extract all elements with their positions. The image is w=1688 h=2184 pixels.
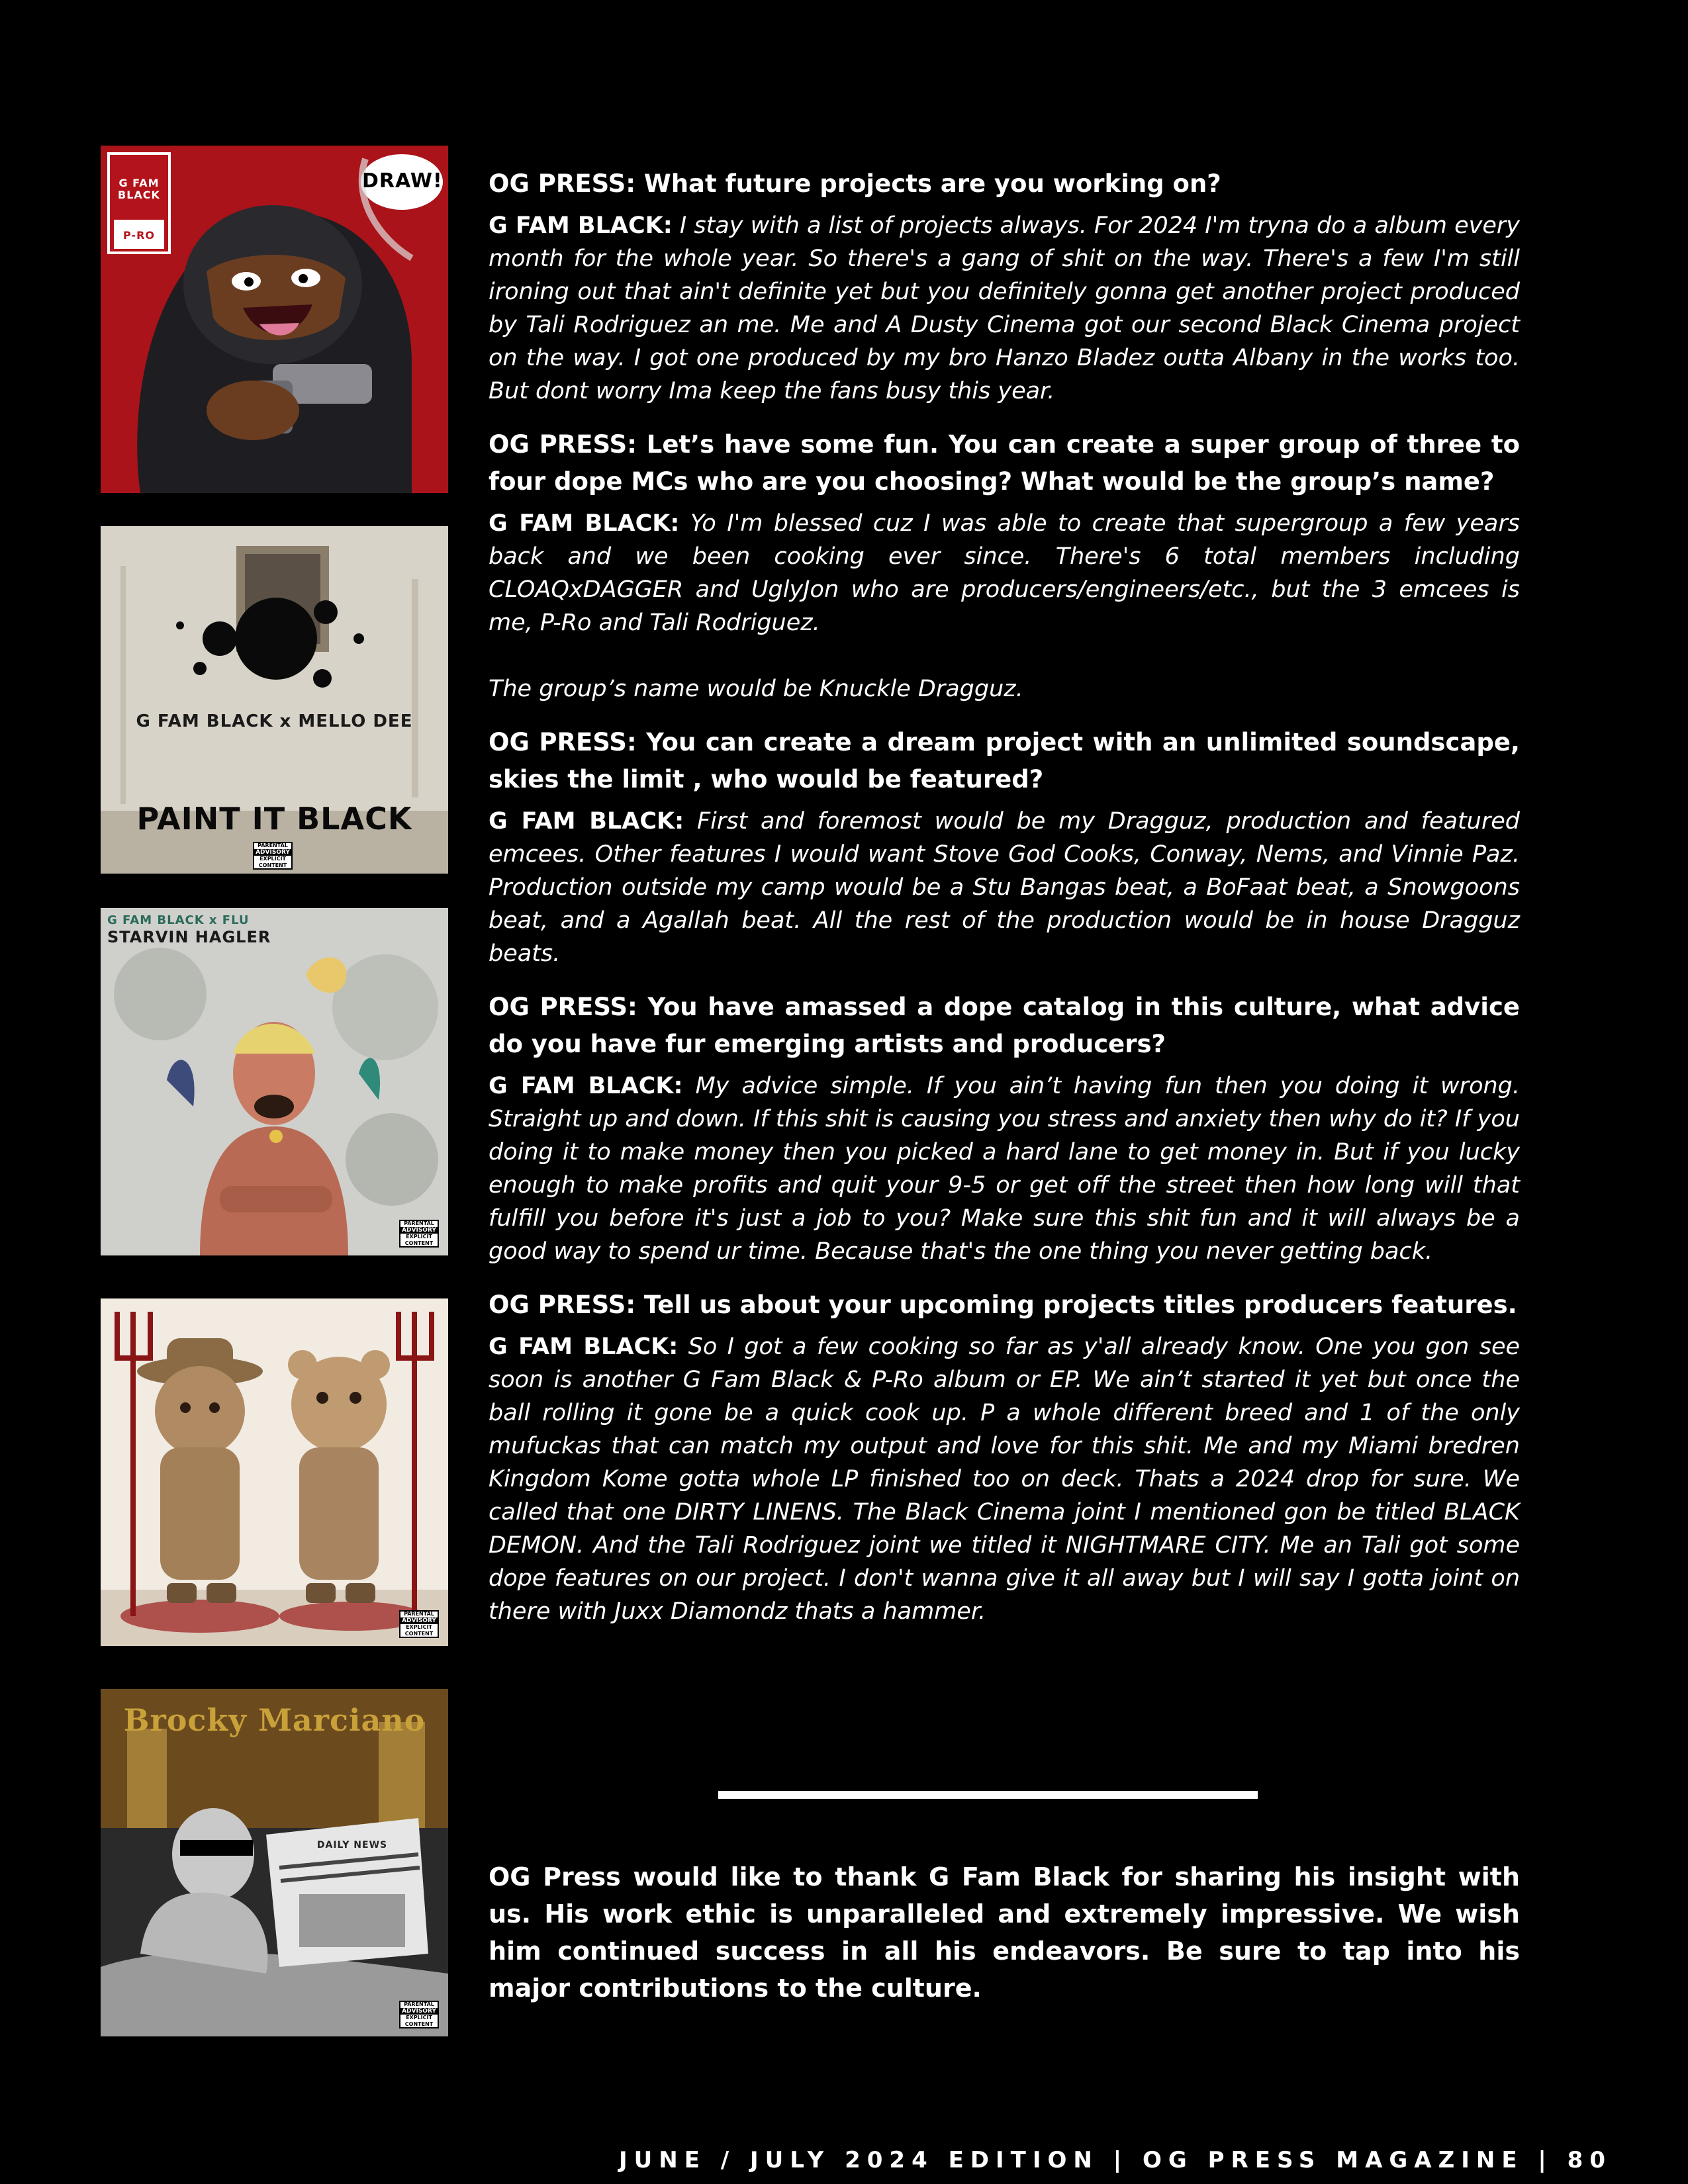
album-cover-starvin-hagler <box>101 908 448 1255</box>
answer-text: So I got a few cooking so far as y'all already know. One you gon see soon is another G Fam Black & P-Ro album or EP. We ain’t started it yet but once the ball rolling it gone be a quick cook up. P a whole different breed and 1 of the only mufuckas that can match my output and love for this shit. Me and my Miami bredren Kingdom Kome gotta whole LP finished too on deck. Thats a 2024 drop for sure. We called that one DIRTY LINENS. The Black Cinema joint I mentioned gon be titled BLACK DEMON. And the Tali Rodriguez joint we titled it NIGHTMARE CITY. Me an Tali got some dope features on our project. I don't wanna give it all away but I will say I gotta joint on there with Juxx Diamondz thats a hammer. <box>489 1334 1521 1625</box>
answer-speaker: G FAM BLACK: <box>489 808 684 835</box>
cover-artist-text: G FAM BLACK x FLU <box>107 913 250 927</box>
cover-title-text: PAINT IT BLACK <box>136 801 412 837</box>
answer-speaker: G FAM BLACK: <box>489 1334 679 1360</box>
man-reading-newspaper-artwork <box>101 1689 448 2036</box>
parental-advisory-badge <box>399 2001 439 2028</box>
bears-with-pitchforks-artwork <box>101 1298 448 1646</box>
boxer-artwork <box>101 908 448 1255</box>
cover-newspaper-text: DAILY NEWS <box>316 1840 388 1850</box>
parental-advisory-badge <box>399 1220 439 1248</box>
question-5: OG PRESS: Tell us about your upcoming projects titles producers features. <box>489 1291 1517 1319</box>
cover-logo-text: G FAM BLACK <box>118 177 160 201</box>
answer-2 <box>489 507 1520 705</box>
answer-text: I stay with a list of projects always. For 2024 I'm tryna do a album every month for the whole year. So there's a gang of shit on the way. There's a few I'm still ironing out that ain't definite yet but you definitely gonna get another project produced by Tali Rodriguez an me. Me and A Dusty Cinema got our second Black Cinema project on the way. I got one produced by my bro Hanzo Bladez outta Albany in the works too. But dont worry Ima keep the fans busy this year. <box>489 212 1520 404</box>
parental-advisory-badge <box>399 1610 439 1638</box>
advisory-top: PARENTAL <box>404 2001 434 2007</box>
advisory-bottom: EXPLICIT CONTENT <box>404 1624 434 1637</box>
answer-speaker: G FAM BLACK: <box>489 212 673 239</box>
album-cover-bears <box>101 1298 448 1646</box>
closing-thanks: OG Press would like to thank G Fam Black for sharing his insight with us. His work ethic is unparalleled and extremely impressive. We wish him continued success in all his endeavors. Be sure to tap into his major contributions to the culture. <box>489 1862 1520 2003</box>
album-cover-brocky-marciano <box>101 1689 448 2036</box>
advisory-main: ADVISORY <box>400 1617 438 1624</box>
answer-speaker: G FAM BLACK: <box>489 1073 683 1099</box>
answer-text-group-name: The group’s name would be Knuckle Dragguz. <box>489 676 1023 702</box>
answer-5 <box>489 1330 1520 1628</box>
answer-speaker: G FAM BLACK: <box>489 510 680 537</box>
album-cover-draw <box>101 146 448 493</box>
advisory-top: PARENTAL <box>258 842 288 848</box>
interview-article <box>489 165 1520 1647</box>
advisory-top: PARENTAL <box>404 1220 434 1226</box>
page-footer: JUNE / JULY 2024 EDITION | OG PRESS MAGAZINE | 80 <box>619 2147 1612 2173</box>
answer-3 <box>489 805 1520 970</box>
cover-title-text: Brocky Marciano <box>123 1702 426 1738</box>
album-cover-paint-it-black <box>101 526 448 874</box>
cover-badge-text: P-RO <box>122 229 155 242</box>
question-2: OG PRESS: Let’s have some fun. You can create a super group of three to four dope MCs who are you choosing? What would be the group’s name? <box>489 430 1520 496</box>
cover-artist-text: G FAM BLACK x MELLO DEE <box>136 711 413 731</box>
answer-text: Yo I'm blessed cuz I was able to create that supergroup a few years back and we been cooking ever since. There's 6 total members including CLOAQxDAGGER and UglyJon who are producers/engineers/etc., but the 3 emcees is me, P-Ro and Tali Rodriguez. <box>489 510 1520 636</box>
parental-advisory-badge <box>253 842 293 870</box>
advisory-main: ADVISORY <box>254 849 291 856</box>
advisory-bottom: EXPLICIT CONTENT <box>404 1234 434 1246</box>
cover-title-text: STARVIN HAGLER <box>107 928 271 946</box>
question-4: OG PRESS: You have amassed a dope catalog in this culture, what advice do you have fur emerging artists and producers? <box>489 993 1520 1058</box>
advisory-main: ADVISORY <box>400 2008 438 2015</box>
question-3: OG PRESS: You can create a dream project with an unlimited soundscape, skies the limit , who would be featured? <box>489 728 1520 794</box>
answer-text: My advice simple. If you ain’t having fun then you doing it wrong. Straight up and down. If this shit is causing you stress and anxiety then why do it? If you doing it to make money then you picked a hard lane to get money in. But if you lucky enough to make profits and quit your 9-5 or get off the street then how long will that fulfill you before it's just a job to you? Make sure this shit fun and it will always be a good way to spend ur time. Because that's the one thing you never getting back. <box>489 1073 1521 1265</box>
answer-text: First and foremost would be my Dragguz, production and featured emcees. Other features I would want Stove God Cooks, Conway, Nems, and Vinnie Paz. Production outside my camp would be a Stu Bangas beat, a BoFaat beat, a Snowgoons beat, and a Agallah beat. All the rest of the production would be in house Dragguz beats. <box>489 808 1520 967</box>
answer-4 <box>489 1069 1520 1268</box>
advisory-main: ADVISORY <box>400 1227 438 1234</box>
advisory-bottom: EXPLICIT CONTENT <box>258 856 287 868</box>
cover-bubble-text: DRAW! <box>362 169 443 193</box>
question-1: OG PRESS: What future projects are you working on? <box>489 169 1221 198</box>
advisory-bottom: EXPLICIT CONTENT <box>404 2015 434 2027</box>
advisory-top: PARENTAL <box>404 1611 434 1617</box>
answer-1 <box>489 209 1520 408</box>
section-divider <box>718 1791 1258 1799</box>
